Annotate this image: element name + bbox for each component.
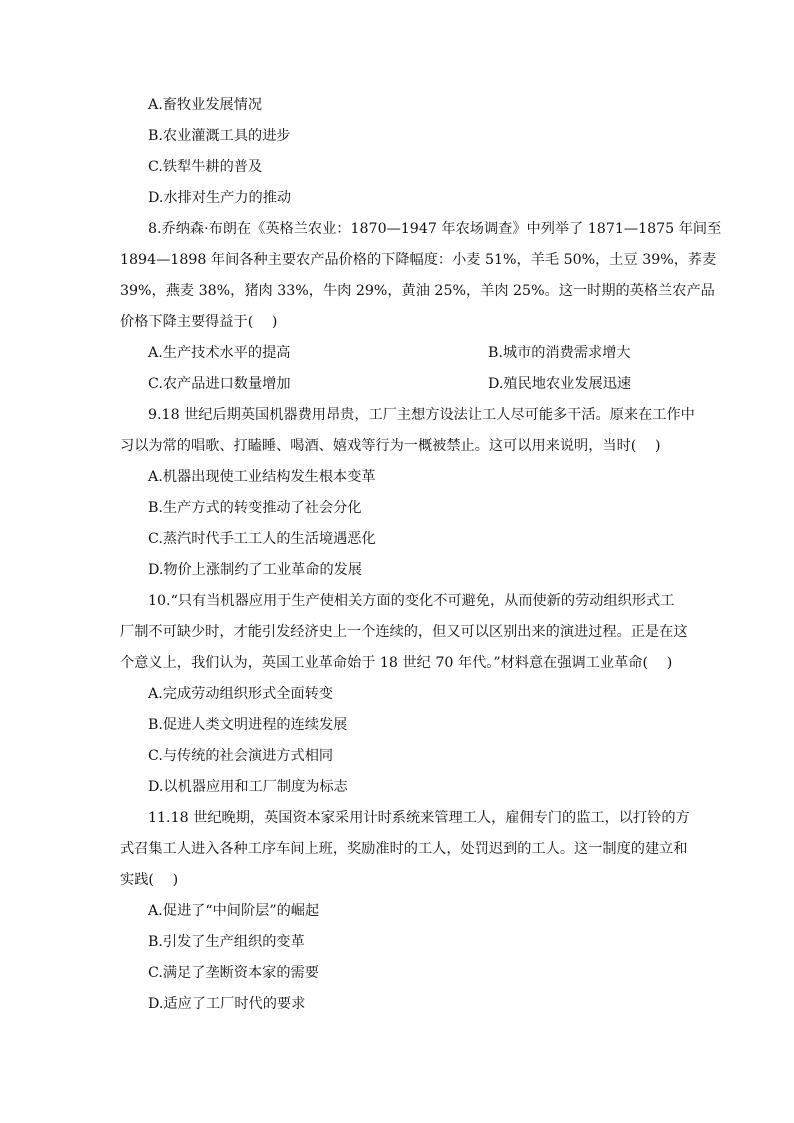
q9-option-c[interactable]: C.蒸汽时代手工工人的生活境遇恶化 [148, 531, 376, 547]
q8-stem-line-3: 39%，燕麦 38%，猪肉 33%，牛肉 29%，黄油 25%，羊肉 25%。这一时期的英格兰农产品 [120, 283, 715, 299]
q8-option-c[interactable]: C.农产品进口数量增加 [148, 376, 291, 392]
q9-option-a[interactable]: A.机器出现使工业结构发生根本变革 [148, 469, 376, 485]
q8-stem-line-1: 8.乔纳森·布朗在《英格兰农业：1870—1947 年农场调查》中列举了 1871—1875 年间至 [148, 221, 722, 237]
q9-option-d[interactable]: D.物价上涨制约了工业革命的发展 [148, 562, 363, 578]
q9-option-b[interactable]: B.生产方式的转变推动了社会分化 [148, 500, 362, 516]
q8-stem-line-4: 价格下降主要得益于( ) [120, 314, 278, 330]
q9-stem-line-2: 习以为常的唱歌、打瞌睡、喝酒、嬉戏等行为一概被禁止。这可以用来说明，当时( ) [120, 438, 661, 454]
q7-option-d[interactable]: D.水排对生产力的推动 [148, 190, 292, 206]
q7-option-a[interactable]: A.畜牧业发展情况 [148, 97, 263, 113]
q11-stem-line-1: 11.18 世纪晚期，英国资本家采用计时系统来管理工人，雇佣专门的监工，以打铃的方 [148, 810, 690, 826]
q10-option-d[interactable]: D.以机器应用和工厂制度为标志 [148, 779, 348, 795]
q11-option-a[interactable]: A.促进了“中间阶层”的崛起 [148, 903, 320, 919]
q8-option-d[interactable]: D.殖民地农业发展迅速 [488, 376, 632, 392]
q7-option-c[interactable]: C.铁犁牛耕的普及 [148, 159, 263, 175]
q7-option-b[interactable]: B.农业灌溉工具的进步 [148, 128, 291, 144]
q8-stem-line-2: 1894—1898 年间各种主要农产品价格的下降幅度：小麦 51%，羊毛 50%，土豆 39%，荞麦 [120, 252, 717, 268]
q10-option-c[interactable]: C.与传统的社会演进方式相同 [148, 748, 334, 764]
q8-option-a[interactable]: A.生产技术水平的提高 [148, 345, 291, 361]
q10-stem-line-3: 个意义上，我们认为，英国工业革命始于 18 世纪 70 年代。”材料意在强调工业革命( ) [120, 655, 673, 671]
q8-option-b[interactable]: B.城市的消费需求增大 [488, 345, 631, 361]
q11-option-d[interactable]: D.适应了工厂时代的要求 [148, 996, 306, 1012]
q10-stem-line-1: 10.“只有当机器应用于生产使相关方面的变化不可避免，从而使新的劳动组织形式工 [148, 593, 675, 609]
q11-option-c[interactable]: C.满足了垄断资本家的需要 [148, 965, 319, 981]
q10-option-b[interactable]: B.促进人类文明进程的连续发展 [148, 717, 348, 733]
q11-stem-line-3: 实践( ) [120, 872, 179, 888]
q9-stem-line-1: 9.18 世纪后期英国机器费用昂贵，工厂主想方设法让工人尽可能多干活。原来在工作中 [148, 407, 695, 423]
q10-option-a[interactable]: A.完成劳动组织形式全面转变 [148, 686, 334, 702]
q11-stem-line-2: 式召集工人进入各种工序车间上班，奖励准时的工人，处罚迟到的工人。这一制度的建立和 [120, 841, 688, 857]
q11-option-b[interactable]: B.引发了生产组织的变革 [148, 934, 305, 950]
q10-stem-line-2: 厂制不可缺少时，才能引发经济史上一个连续的，但又可以区别出来的演进过程。正是在这 [120, 624, 688, 640]
